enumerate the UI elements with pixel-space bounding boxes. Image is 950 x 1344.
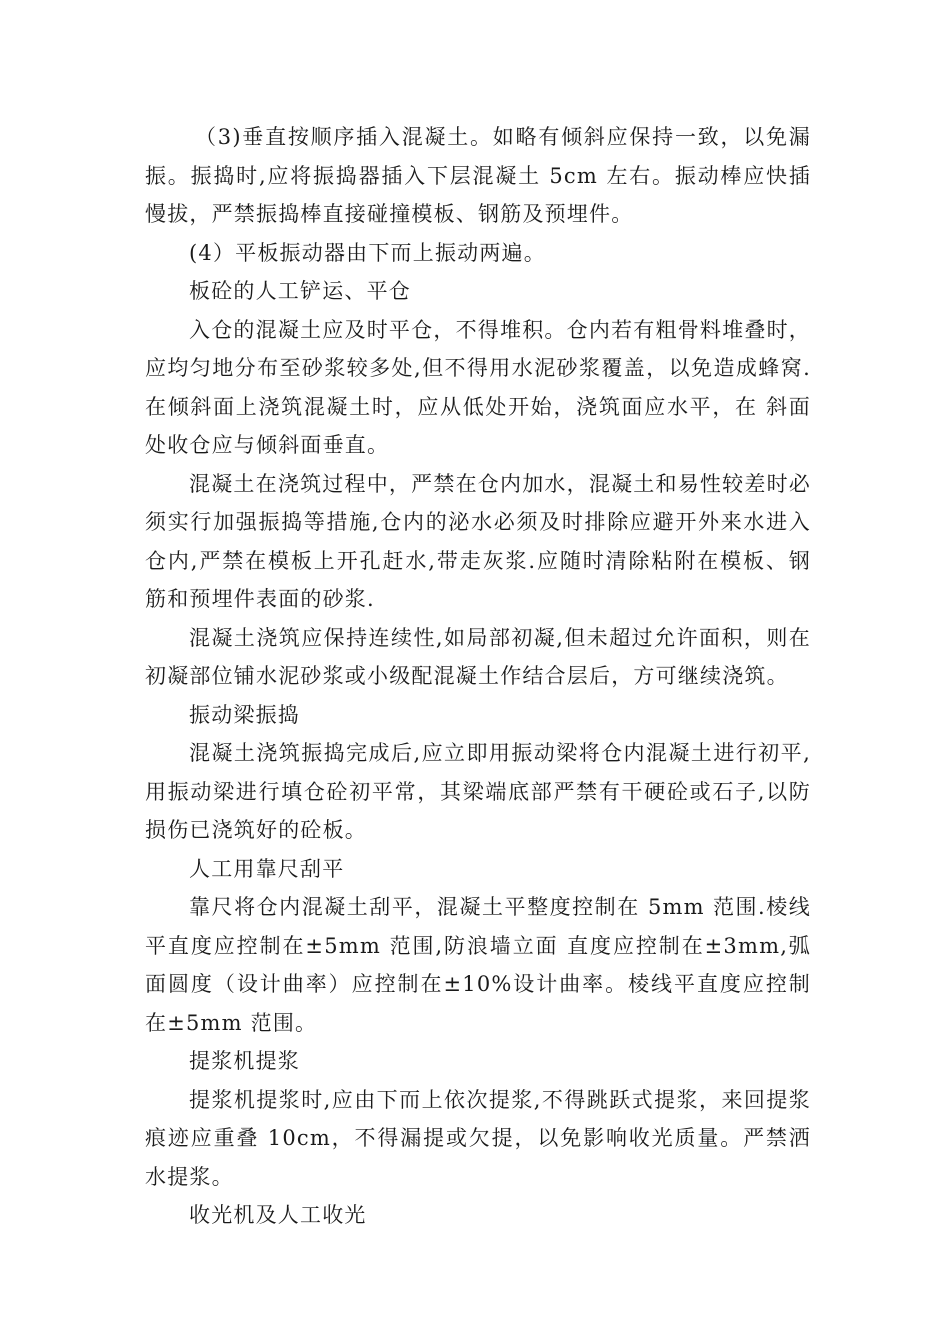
heading-finishing: 收光机及人工收光	[189, 1203, 367, 1227]
paragraph-plate-vibrator: (4）平板振动器由下而上振动两遍。	[189, 240, 546, 265]
paragraph-vibrating-beam: 混凝土浇筑振捣完成后,应立即用振动梁将仓内混凝土进行初平,用振动梁进行填仓砼初平常，其梁端底部严禁有干硬砼或石子,以防损伤已浇筑好的砼板。	[145, 741, 811, 842]
heading-straightedge: 人工用靠尺刮平	[189, 856, 345, 881]
heading-slurry-machine: 提浆机提浆	[189, 1049, 300, 1073]
heading-vibrating-beam: 振动梁振捣	[189, 702, 300, 727]
paragraph-continuity: 混凝土浇筑应保持连续性,如局部初凝,但未超过允许面积，则在初凝部位铺水泥砂浆或小级配混凝土作结合层后，方可继续浇筑。	[145, 625, 811, 688]
paragraph-slurry-machine: 提浆机提浆时,应由下而上依次提浆,不得跳跃式提浆，来回提浆痕迹应重叠 10cm，不得漏提或欠提，以免影响收光质量。严禁洒水提浆。	[145, 1087, 811, 1189]
paragraph-vibration-insertion: （3)垂直按顺序插入混凝土。如略有倾斜应保持一致，以免漏振。振捣时,应将振捣器插入下层混凝土 5cm 左右。振动棒应快插慢拔，严禁振捣棒直接碰撞模板、钢筋及预埋件。	[145, 125, 811, 226]
paragraph-leveling: 入仓的混凝土应及时平仓，不得堆积。仓内若有粗骨料堆叠时，应均匀地分布至砂浆较多处,但不得用水泥砂浆覆盖，以免造成蜂窝.在倾斜面上浇筑混凝土时，应从低处开始，浇筑面应水平，在 斜面处收仓应与倾斜面垂直。	[145, 317, 811, 457]
document-body	[145, 118, 811, 1235]
paragraph-no-water: 混凝土在浇筑过程中，严禁在仓内加水，混凝土和易性较差时必须实行加强振捣等措施,仓内的泌水必须及时排除应避开外来水进入仓内,严禁在模板上开孔赶水,带走灰浆.应随时清除粘附在模板、钢筋和预埋件表面的砂浆.	[145, 471, 811, 611]
paragraph-straightedge: 靠尺将仓内混凝土刮平，混凝土平整度控制在 5mm 范围.棱线平直度应控制在±5mm 范围,防浪墙立面 直度应控制在±3mm,弧面圆度（设计曲率）应控制在±10%设计曲率。棱线平直度应控制在±5mm 范围。	[145, 895, 811, 1035]
heading-manual-spreading: 板砼的人工铲运、平仓	[189, 279, 411, 303]
